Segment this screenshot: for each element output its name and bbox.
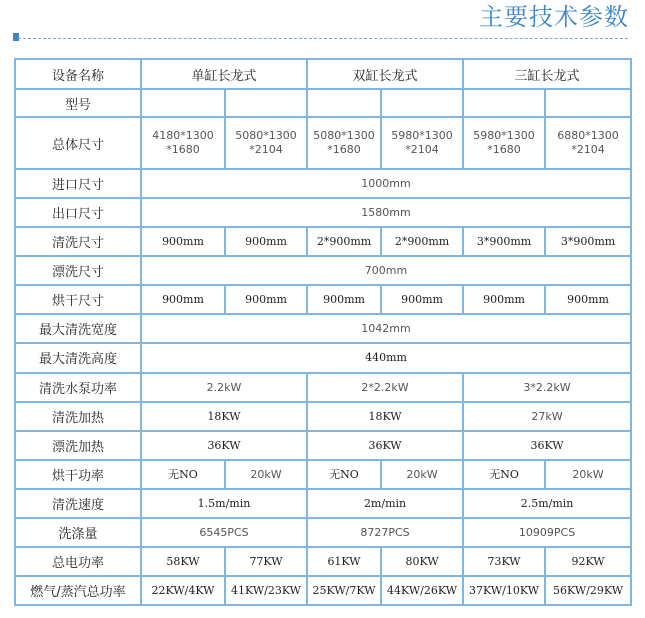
table-cell-empty xyxy=(381,89,463,117)
row-label: 清洗加热 xyxy=(15,402,141,431)
row-label: 燃气/蒸汽总功率 xyxy=(15,576,141,605)
table-cell: 80KW xyxy=(381,547,463,576)
table-row xyxy=(15,117,631,169)
row-label: 型号 xyxy=(15,89,141,117)
table-cell: 5980*1300 *2104 xyxy=(381,117,463,169)
table-row xyxy=(15,518,631,547)
table-cell: 900mm xyxy=(381,285,463,314)
table-cell: 18KW xyxy=(141,402,307,431)
spec-table xyxy=(14,58,632,606)
row-label: 总电功率 xyxy=(15,547,141,576)
table-cell: 6880*1300 *2104 xyxy=(545,117,631,169)
row-label: 进口尺寸 xyxy=(15,169,141,198)
table-cell: 2m/min xyxy=(307,489,463,518)
table-cell: 73KW xyxy=(463,547,545,576)
table-cell: 25KW/7KW xyxy=(307,576,381,605)
row-label: 烘干尺寸 xyxy=(15,285,141,314)
header-label: 设备名称 xyxy=(15,59,141,89)
row-label: 洗涤量 xyxy=(15,518,141,547)
table-cell: 36KW xyxy=(141,431,307,460)
table-cell: 2.5m/min xyxy=(463,489,631,518)
table-cell: 无NO xyxy=(141,460,225,489)
header-model-single: 单缸长龙式 xyxy=(141,59,307,89)
table-cell: 8727PCS xyxy=(307,518,463,547)
table-cell: 3*2.2kW xyxy=(463,373,631,402)
table-cell: 1000mm xyxy=(141,169,631,198)
table-cell: 61KW xyxy=(307,547,381,576)
table-cell: 1042mm xyxy=(141,314,631,343)
table-cell: 900mm xyxy=(141,285,225,314)
header-model-triple: 三缸长龙式 xyxy=(463,59,631,89)
table-cell-empty xyxy=(463,89,545,117)
row-label: 出口尺寸 xyxy=(15,198,141,227)
table-cell: 900mm xyxy=(463,285,545,314)
table-cell: 20kW xyxy=(225,460,307,489)
table-cell: 36KW xyxy=(307,431,463,460)
table-row xyxy=(15,343,631,372)
table-cell: 4180*1300 *1680 xyxy=(141,117,225,169)
table-cell: 37KW/10KW xyxy=(463,576,545,605)
row-label: 总体尺寸 xyxy=(15,117,141,169)
table-cell: 2*900mm xyxy=(307,227,381,256)
table-cell: 900mm xyxy=(307,285,381,314)
table-cell: 1.5m/min xyxy=(141,489,307,518)
table-cell: 44KW/26KW xyxy=(381,576,463,605)
table-row xyxy=(15,576,631,605)
table-cell: 1580mm xyxy=(141,198,631,227)
table-row xyxy=(15,198,631,227)
table-cell: 92KW xyxy=(545,547,631,576)
table-cell: 56KW/29KW xyxy=(545,576,631,605)
table-cell: 27kW xyxy=(463,402,631,431)
table-cell: 无NO xyxy=(307,460,381,489)
table-row xyxy=(15,460,631,489)
table-cell: 77KW xyxy=(225,547,307,576)
table-row xyxy=(15,373,631,402)
header-model-double: 双缸长龙式 xyxy=(307,59,463,89)
table-cell: 6545PCS xyxy=(141,518,307,547)
table-cell: 18KW xyxy=(307,402,463,431)
title-accent-mark xyxy=(13,33,19,41)
table-cell: 58KW xyxy=(141,547,225,576)
table-cell: 900mm xyxy=(545,285,631,314)
table-cell: 3*900mm xyxy=(545,227,631,256)
table-cell: 3*900mm xyxy=(463,227,545,256)
table-row xyxy=(15,256,631,285)
title-divider xyxy=(18,38,628,39)
table-row xyxy=(15,89,631,117)
table-cell: 5980*1300 *1680 xyxy=(463,117,545,169)
table-cell: 2.2kW xyxy=(141,373,307,402)
row-label: 最大清洗宽度 xyxy=(15,314,141,343)
row-label: 清洗尺寸 xyxy=(15,227,141,256)
table-cell: 22KW/4KW xyxy=(141,576,225,605)
table-cell-empty xyxy=(545,89,631,117)
table-cell: 10909PCS xyxy=(463,518,631,547)
table-cell: 无NO xyxy=(463,460,545,489)
table-row-header xyxy=(15,59,631,89)
table-cell: 36KW xyxy=(463,431,631,460)
table-cell: 900mm xyxy=(225,227,307,256)
table-cell: 41KW/23KW xyxy=(225,576,307,605)
table-cell-empty xyxy=(141,89,225,117)
page-title: 主要技术参数 xyxy=(479,3,629,31)
table-cell-empty xyxy=(307,89,381,117)
table-cell: 900mm xyxy=(141,227,225,256)
table-cell: 440mm xyxy=(141,343,631,372)
table-cell: 5080*1300 *1680 xyxy=(307,117,381,169)
table-cell: 20kW xyxy=(381,460,463,489)
table-cell: 5080*1300 *2104 xyxy=(225,117,307,169)
table-cell: 900mm xyxy=(225,285,307,314)
table-cell-empty xyxy=(225,89,307,117)
row-label: 漂洗尺寸 xyxy=(15,256,141,285)
row-label: 漂洗加热 xyxy=(15,431,141,460)
table-cell: 2*2.2kW xyxy=(307,373,463,402)
row-label: 清洗水泵功率 xyxy=(15,373,141,402)
table-cell: 20kW xyxy=(545,460,631,489)
table-row xyxy=(15,489,631,518)
table-row xyxy=(15,227,631,256)
table-row xyxy=(15,402,631,431)
table-cell: 700mm xyxy=(141,256,631,285)
table-row xyxy=(15,169,631,198)
table-row xyxy=(15,547,631,576)
row-label: 最大清洗高度 xyxy=(15,343,141,372)
table-row xyxy=(15,314,631,343)
table-row xyxy=(15,431,631,460)
table-row xyxy=(15,285,631,314)
row-label: 烘干功率 xyxy=(15,460,141,489)
table-cell: 2*900mm xyxy=(381,227,463,256)
row-label: 清洗速度 xyxy=(15,489,141,518)
